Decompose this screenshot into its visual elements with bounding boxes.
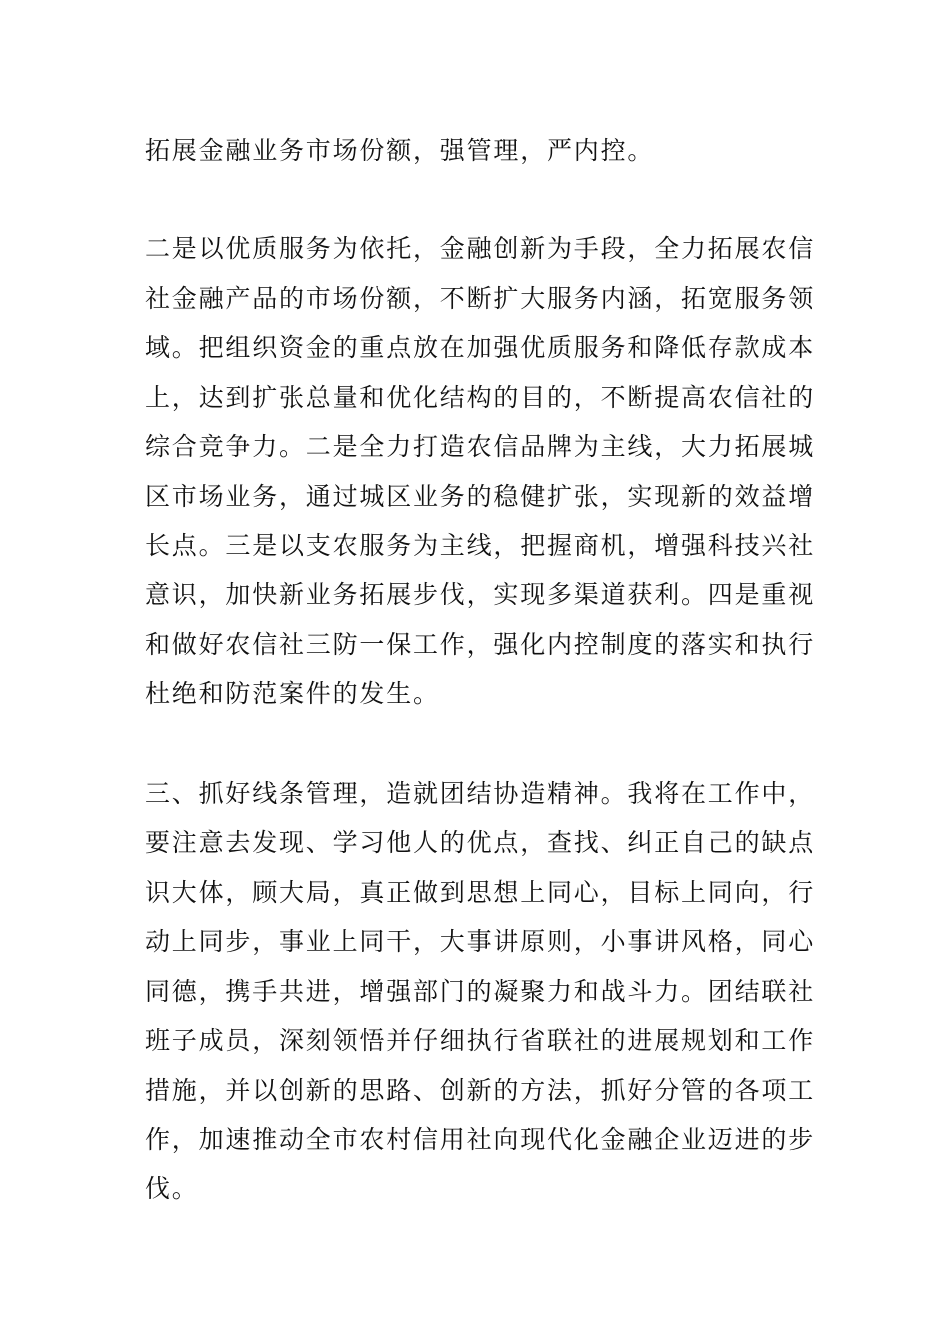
text-line: 区市场业务，通过城区业务的稳健扩张，实现新的效益增 [145,482,816,511]
text-line: 综合竞争力。二是全力打造农信品牌为主线，大力拓展城 [145,432,816,461]
text-line: 动上同步，事业上同干，大事讲原则，小事讲风格，同心 [145,927,816,956]
text-line: 社金融产品的市场份额，不断扩大服务内涵，拓宽服务领 [145,284,816,313]
text-line: 和做好农信社三防一保工作，强化内控制度的落实和执行 [145,630,816,659]
text-line: 长点。三是以支农服务为主线，把握商机，增强科技兴社 [145,531,816,560]
text-line: 域。把组织资金的重点放在加强优质服务和降低存款成本 [145,333,816,362]
text-line: 同德，携手共进，增强部门的凝聚力和战斗力。团结联社 [145,977,816,1006]
text-line: 识大体，顾大局，真正做到思想上同心，目标上同向，行 [145,878,816,907]
text-line: 拓展金融业务市场份额，强管理，严内控。 [145,136,655,165]
text-line: 杜绝和防范案件的发生。 [145,679,440,708]
text-line: 伐。 [145,1174,199,1203]
text-line: 班子成员，深刻领悟并仔细执行省联社的进展规划和工作 [145,1026,816,1055]
text-line: 作，加速推动全市农村信用社向现代化金融企业迈进的步 [145,1125,816,1154]
text-line: 三、抓好线条管理，造就团结协造精神。我将在工作中， [145,779,816,808]
text-line: 要注意去发现、学习他人的优点，查找、纠正自己的缺点 [145,828,816,857]
text-line: 二是以优质服务为依托，金融创新为手段，全力拓展农信 [145,234,816,263]
text-line: 意识，加快新业务拓展步伐，实现多渠道获利。四是重视 [145,580,816,609]
text-line: 上，达到扩张总量和优化结构的目的，不断提高农信社的 [145,383,816,412]
text-line: 措施，并以创新的思路、创新的方法，抓好分管的各项工 [145,1076,816,1105]
